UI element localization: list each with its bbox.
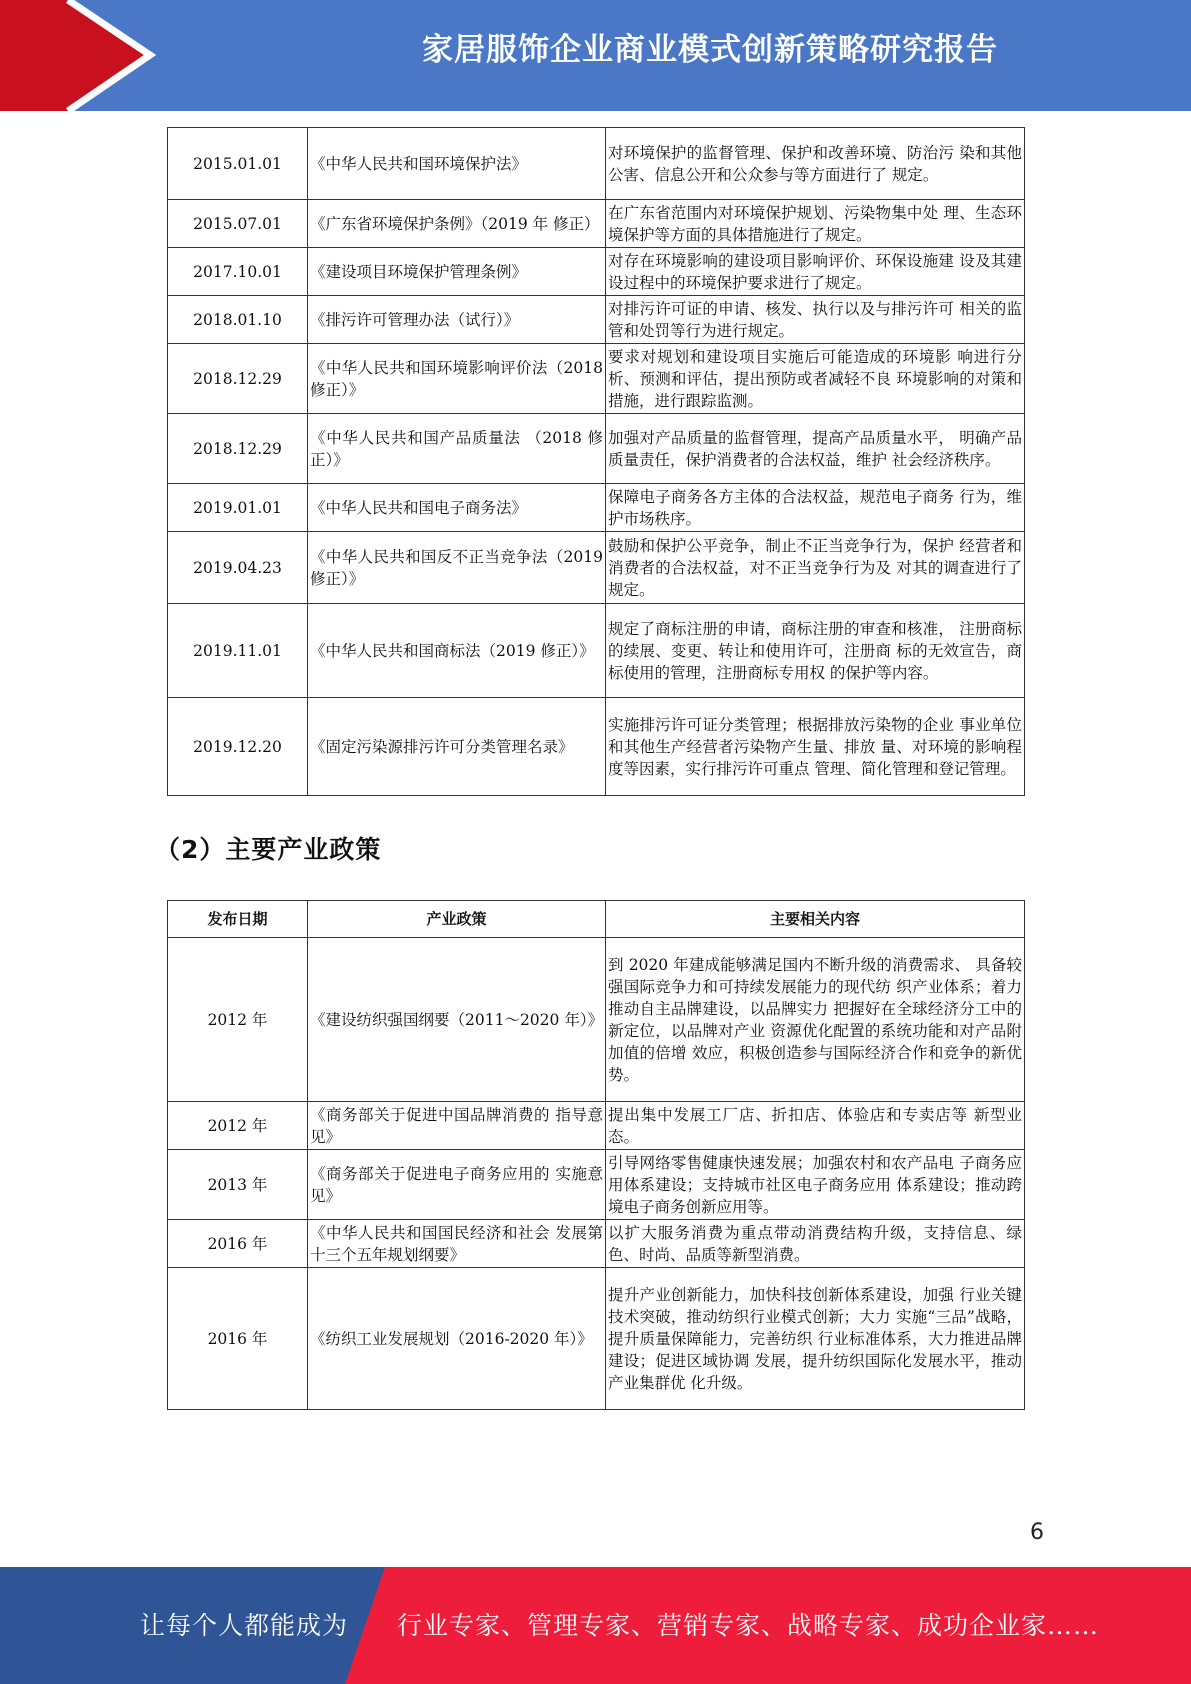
name-cell: 《中华人民共和国产品质量法 （2018 修正）》 xyxy=(308,414,606,484)
name-cell: 《排污许可管理办法（试行）》 xyxy=(308,296,606,344)
laws-table xyxy=(167,127,1025,796)
table-row xyxy=(168,248,1025,296)
date-cell: 2012 年 xyxy=(168,1102,308,1150)
content-cell: 对存在环境影响的建设项目影响评价、环保设施建 设及其建设过程中的环境保护要求进行了规定。 xyxy=(606,248,1025,296)
table-row xyxy=(168,1220,1025,1268)
date-cell: 2015.01.01 xyxy=(168,128,308,200)
date-cell: 2017.10.01 xyxy=(168,248,308,296)
date-cell: 2018.12.29 xyxy=(168,414,308,484)
name-cell: 《中华人民共和国国民经济和社会 发展第十三个五年规划纲要》 xyxy=(308,1220,606,1268)
content-cell: 提升产业创新能力，加快科技创新体系建设，加强 行业关键技术突破，推动纺织行业模式创新；大力 实施“三品”战略，提升质量保障能力，完善纺织 行业标准体系，大力推进品牌建设；促进区域协调 发展，提升纺织国际化发展水平，推动产业集群优 化升级。 xyxy=(606,1268,1025,1410)
section-heading: （2）主要产业政策 xyxy=(155,835,382,864)
table-row xyxy=(168,200,1025,248)
table-row xyxy=(168,484,1025,532)
date-cell: 2019.04.23 xyxy=(168,532,308,604)
date-cell: 2015.07.01 xyxy=(168,200,308,248)
table-row xyxy=(168,604,1025,698)
content-cell: 加强对产品质量的监督管理，提高产品质量水平， 明确产品质量责任，保护消费者的合法权益，维护 社会经济秩序。 xyxy=(606,414,1025,484)
table-row xyxy=(168,698,1025,796)
name-cell: 《广东省环境保护条例》（2019 年 修正） xyxy=(308,200,606,248)
content-cell: 在广东省范围内对环境保护规划、污染物集中处 理、生态环境保护等方面的具体措施进行了规定。 xyxy=(606,200,1025,248)
date-cell: 2018.12.29 xyxy=(168,344,308,414)
content-cell: 要求对规划和建设项目实施后可能造成的环境影 响进行分析、预测和评估，提出预防或者减轻不良 环境影响的对策和措施，进行跟踪监测。 xyxy=(606,344,1025,414)
table-row xyxy=(168,938,1025,1102)
header-title: 家居服饰企业商业模式创新策略研究报告 xyxy=(422,32,998,68)
table-row xyxy=(168,414,1025,484)
table-row xyxy=(168,344,1025,414)
name-cell: 《纺织工业发展规划（2016-2020 年）》 xyxy=(308,1268,606,1410)
footer-slogan-right: 行业专家、管理专家、营销专家、战略专家、成功企业家…… xyxy=(397,1611,1100,1640)
column-header-content: 主要相关内容 xyxy=(606,901,1025,938)
content-cell: 到 2020 年建成能够满足国内不断升级的消费需求、 具备较强国际竞争力和可持续发展能力的现代纺 织产业体系；着力推动自主品牌建设，以品牌实力 把握好在全球经济分工中的新定位，以品牌对产业 资源优化配置的系统功能和对产品附加值的倍增 效应，积极创造参与国际经济合作和竞争的新优 势。 xyxy=(606,938,1025,1102)
table-row xyxy=(168,296,1025,344)
name-cell: 《固定污染源排污许可分类管理名录》 xyxy=(308,698,606,796)
content-cell: 保障电子商务各方主体的合法权益，规范电子商务 行为，维护市场秩序。 xyxy=(606,484,1025,532)
name-cell: 《商务部关于促进中国品牌消费的 指导意见》 xyxy=(308,1102,606,1150)
content-cell: 鼓励和保护公平竞争，制止不正当竞争行为，保护 经营者和消费者的合法权益，对不正当竞争行为及 对其的调查进行了规定。 xyxy=(606,532,1025,604)
table-row xyxy=(168,1102,1025,1150)
name-cell: 《中华人民共和国环境保护法》 xyxy=(308,128,606,200)
content-cell: 提出集中发展工厂店、折扣店、体验店和专卖店等 新型业态。 xyxy=(606,1102,1025,1150)
name-cell: 《商务部关于促进电子商务应用的 实施意见》 xyxy=(308,1150,606,1220)
page-header xyxy=(0,0,1191,111)
table-row xyxy=(168,1268,1025,1410)
policy-table-header-row xyxy=(168,901,1025,938)
date-cell: 2016 年 xyxy=(168,1268,308,1410)
content-cell: 以扩大服务消费为重点带动消费结构升级，支持信息、绿色、时尚、品质等新型消费。 xyxy=(606,1220,1025,1268)
content-cell: 对环境保护的监督管理、保护和改善环境、防治污 染和其他公害、信息公开和公众参与等方面进行了 规定。 xyxy=(606,128,1025,200)
table-row xyxy=(168,128,1025,200)
date-cell: 2018.01.10 xyxy=(168,296,308,344)
name-cell: 《建设项目环境保护管理条例》 xyxy=(308,248,606,296)
content-cell: 规定了商标注册的申请，商标注册的审查和核准， 注册商标的续展、变更、转让和使用许可，注册商 标的无效宣告，商标使用的管理，注册商标专用权 的保护等内容。 xyxy=(606,604,1025,698)
name-cell: 《中华人民共和国反不正当竞争法（2019 修正）》 xyxy=(308,532,606,604)
date-cell: 2013 年 xyxy=(168,1150,308,1220)
name-cell: 《建设纺织强国纲要（2011～2020 年）》 xyxy=(308,938,606,1102)
content-cell: 实施排污许可证分类管理；根据排放污染物的企业 事业单位和其他生产经营者污染物产生量、排放 量、对环境的影响程度等因素，实行排污许可重点 管理、简化管理和登记管理。 xyxy=(606,698,1025,796)
table-row xyxy=(168,532,1025,604)
policy-table xyxy=(167,900,1025,1410)
content-cell: 对排污许可证的申请、核发、执行以及与排污许可 相关的监管和处罚等行为进行规定。 xyxy=(606,296,1025,344)
name-cell: 《中华人民共和国电子商务法》 xyxy=(308,484,606,532)
content-cell: 引导网络零售健康快速发展；加强农村和农产品电 子商务应用体系建设；支持城市社区电子商务应用 体系建设；推动跨境电子商务创新应用等。 xyxy=(606,1150,1025,1220)
column-header-policy: 产业政策 xyxy=(308,901,606,938)
date-cell: 2012 年 xyxy=(168,938,308,1102)
name-cell: 《中华人民共和国环境影响评价法（2018 修正）》 xyxy=(308,344,606,414)
footer-slogan-left: 让每个人都能成为 xyxy=(140,1611,349,1640)
column-header-date: 发布日期 xyxy=(168,901,308,938)
date-cell: 2019.12.20 xyxy=(168,698,308,796)
date-cell: 2016 年 xyxy=(168,1220,308,1268)
page-number: 6 xyxy=(1030,1520,1044,1545)
date-cell: 2019.01.01 xyxy=(168,484,308,532)
page-footer xyxy=(0,1567,1191,1684)
date-cell: 2019.11.01 xyxy=(168,604,308,698)
name-cell: 《中华人民共和国商标法（2019 修正）》 xyxy=(308,604,606,698)
table-row xyxy=(168,1150,1025,1220)
